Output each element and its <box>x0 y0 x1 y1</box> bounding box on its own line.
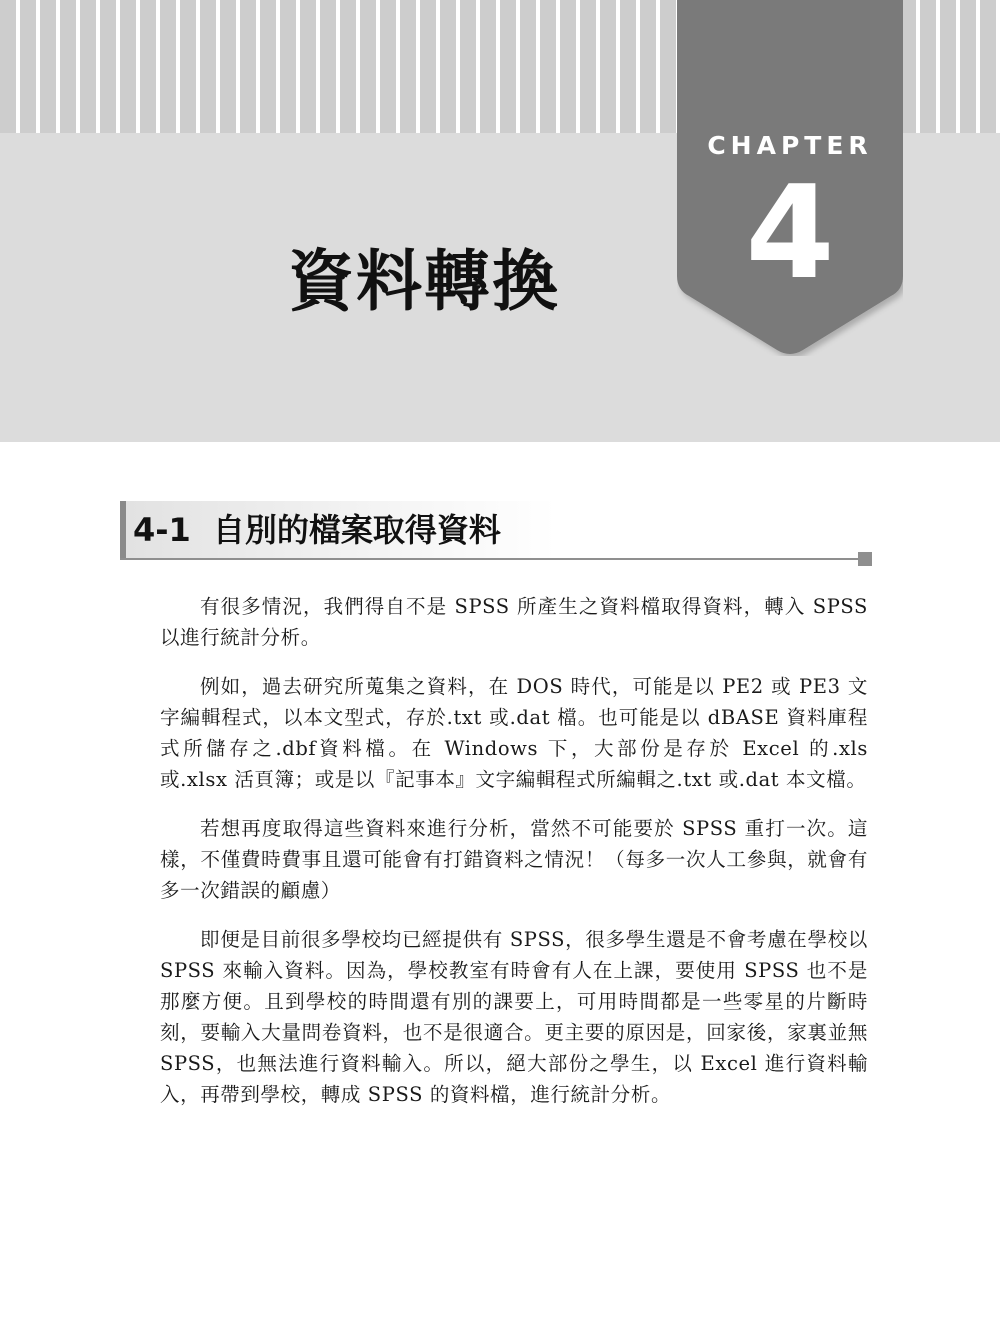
chapter-number: 4 <box>745 159 835 308</box>
body-text <box>160 591 868 1128</box>
chapter-title: 資料轉換 <box>288 242 560 320</box>
section-number: 4-1 <box>133 511 191 549</box>
section-rule-square <box>858 552 872 566</box>
section-heading-bar <box>120 501 126 559</box>
paragraph-3: 若想再度取得這些資料來進行分析，當然不可能要於 SPSS 重打一次。這樣，不僅費時費事且還可能會有打錯資料之情況！（每多一次人工參與，就會有多一次錯誤的顧慮） <box>160 817 868 902</box>
section-title: 自別的檔案取得資料 <box>212 511 501 549</box>
paragraph-2: 例如，過去研究所蒐集之資料，在 DOS 時代，可能是以 PE2 或 PE3 文字編輯程式，以本文型式，存於.txt 或.dat 檔。也可能是以 dBASE 資料庫程式所儲存之.dbf資料檔。在 Windows 下，大部份是存於 Excel 的.xls 或.xlsx 活頁簿；或是以『記事本』文字編輯程式所編輯之.txt 或.dat 本文檔。 <box>160 675 868 791</box>
paragraph-1: 有很多情況，我們得自不是 SPSS 所產生之資料檔取得資料，轉入 SPSS 以進行統計分析。 <box>160 595 868 649</box>
paragraph-4: 即便是目前很多學校均已經提供有 SPSS，很多學生還是不會考慮在學校以 SPSS 來輸入資料。因為，學校教室有時會有人在上課，要使用 SPSS 也不是那麼方便。且到學校的時間還有別的課要上，可用時間都是一些零星的片斷時刻，要輸入大量問卷資料，也不是很適合。更主要的原因是，回家後，家裏並無 SPSS，也無法進行資料輸入。所以，絕大部份之學生，以 Excel 進行資料輸入，再帶到學校，轉成 SPSS 的資料檔，進行統計分析。 <box>160 928 868 1106</box>
chapter-tag <box>677 0 903 356</box>
section-heading <box>133 508 501 552</box>
chapter-label: CHAPTER <box>707 131 873 160</box>
section-rule <box>120 558 860 560</box>
